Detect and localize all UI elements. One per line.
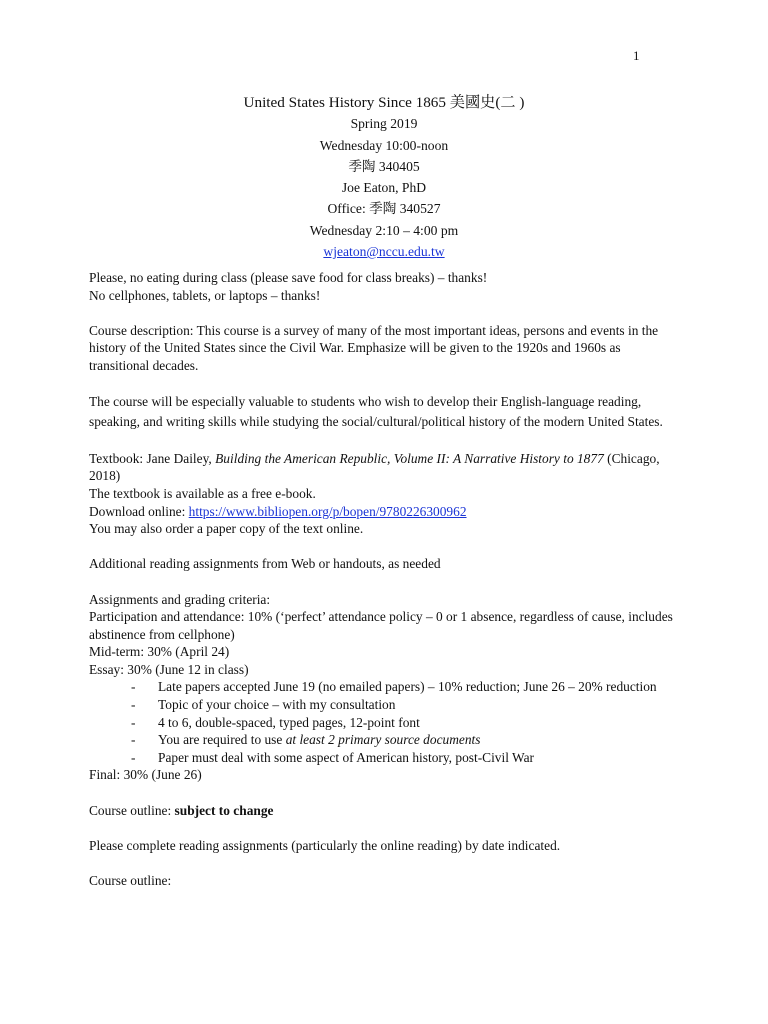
syllabus-header bbox=[0, 92, 768, 262]
grading-midterm: Mid-term: 30% (April 24) bbox=[89, 644, 230, 660]
rule-no-eating: Please, no eating during class (please save food for class breaks) – thanks! bbox=[89, 270, 488, 285]
office-location: Office: 季陶 340527 bbox=[327, 201, 441, 217]
textbook-paper-note: You may also order a paper copy of the text online. bbox=[89, 521, 364, 537]
course-description: Course description: This course is a survey of many of the most important ideas, persons and events in the history of the United States since the Civil War. Emphasize will be given to the 1920s and 1960s as transitional decades. bbox=[89, 322, 659, 373]
course-title: United States History Since 1865 美國史(二 ) bbox=[243, 94, 525, 111]
download-label: Download online: bbox=[89, 503, 189, 519]
reading-note: Please complete reading assignments (particularly the online reading) by date indicated. bbox=[89, 837, 561, 853]
list-item: - Paper must deal with some aspect of American history, post-Civil War bbox=[131, 749, 535, 765]
office-hours: Wednesday 2:10 – 4:00 pm bbox=[309, 222, 459, 238]
list-item: - Late papers accepted June 19 (no emailed papers) – 10% reduction; June 26 – 20% reduction bbox=[131, 679, 657, 695]
textbook-title: Building the American Republic, Volume II: A Narrative History to 1877 bbox=[215, 450, 604, 466]
page-number: 1 bbox=[633, 48, 640, 63]
outline-change-note: Course outline: subject to change bbox=[89, 802, 274, 818]
rule-no-devices: No cellphones, tablets, or laptops – thanks! bbox=[89, 287, 321, 303]
instructor-name: Joe Eaton, PhD bbox=[341, 180, 427, 196]
essay-requirements-list bbox=[89, 678, 679, 766]
course-time: Wednesday 10:00-noon bbox=[319, 137, 449, 153]
grading-heading: Assignments and grading criteria: bbox=[89, 591, 271, 607]
subject-to-change: subject to change bbox=[174, 802, 274, 818]
course-term: Spring 2019 bbox=[350, 116, 418, 132]
textbook-citation bbox=[89, 450, 679, 485]
textbook-download-link[interactable]: https://www.bibliopen.org/p/bopen/9780226300962 bbox=[188, 503, 467, 519]
course-outline-heading: Course outline: bbox=[89, 873, 172, 888]
course-value-statement: The course will be especially valuable to students who wish to develop their English-language reading, speaking, and writing skills while studying the social/cultural/political history of the modern United States. bbox=[89, 394, 663, 430]
primary-source-emphasis: at least 2 primary source documents bbox=[285, 732, 481, 748]
syllabus-body bbox=[89, 269, 679, 890]
grading-final: Final: 30% (June 26) bbox=[89, 767, 202, 783]
textbook-suffix: (Chicago, 2018) bbox=[89, 450, 660, 484]
list-item: - 4 to 6, double-spaced, typed pages, 12-point font bbox=[131, 714, 420, 730]
textbook-prefix: Textbook: Jane Dailey, bbox=[89, 450, 216, 466]
grading-essay: Essay: 30% (June 12 in class) bbox=[89, 661, 249, 677]
grading-participation: Participation and attendance: 10% (‘perfect’ attendance policy – 0 or 1 absence, regardless of cause, includes abstinence from cellphone) bbox=[89, 609, 673, 642]
additional-reading: Additional reading assignments from Web or handouts, as needed bbox=[89, 556, 441, 572]
textbook-free-note: The textbook is available as a free e-book. bbox=[89, 485, 316, 501]
course-room: 季陶 340405 bbox=[348, 158, 420, 174]
textbook-download bbox=[89, 503, 679, 521]
instructor-email-link[interactable]: wjeaton@nccu.edu.tw bbox=[323, 244, 445, 260]
list-item: - You are required to use at least 2 primary source documents bbox=[131, 732, 481, 748]
list-item: - Topic of your choice – with my consultation bbox=[131, 697, 396, 713]
